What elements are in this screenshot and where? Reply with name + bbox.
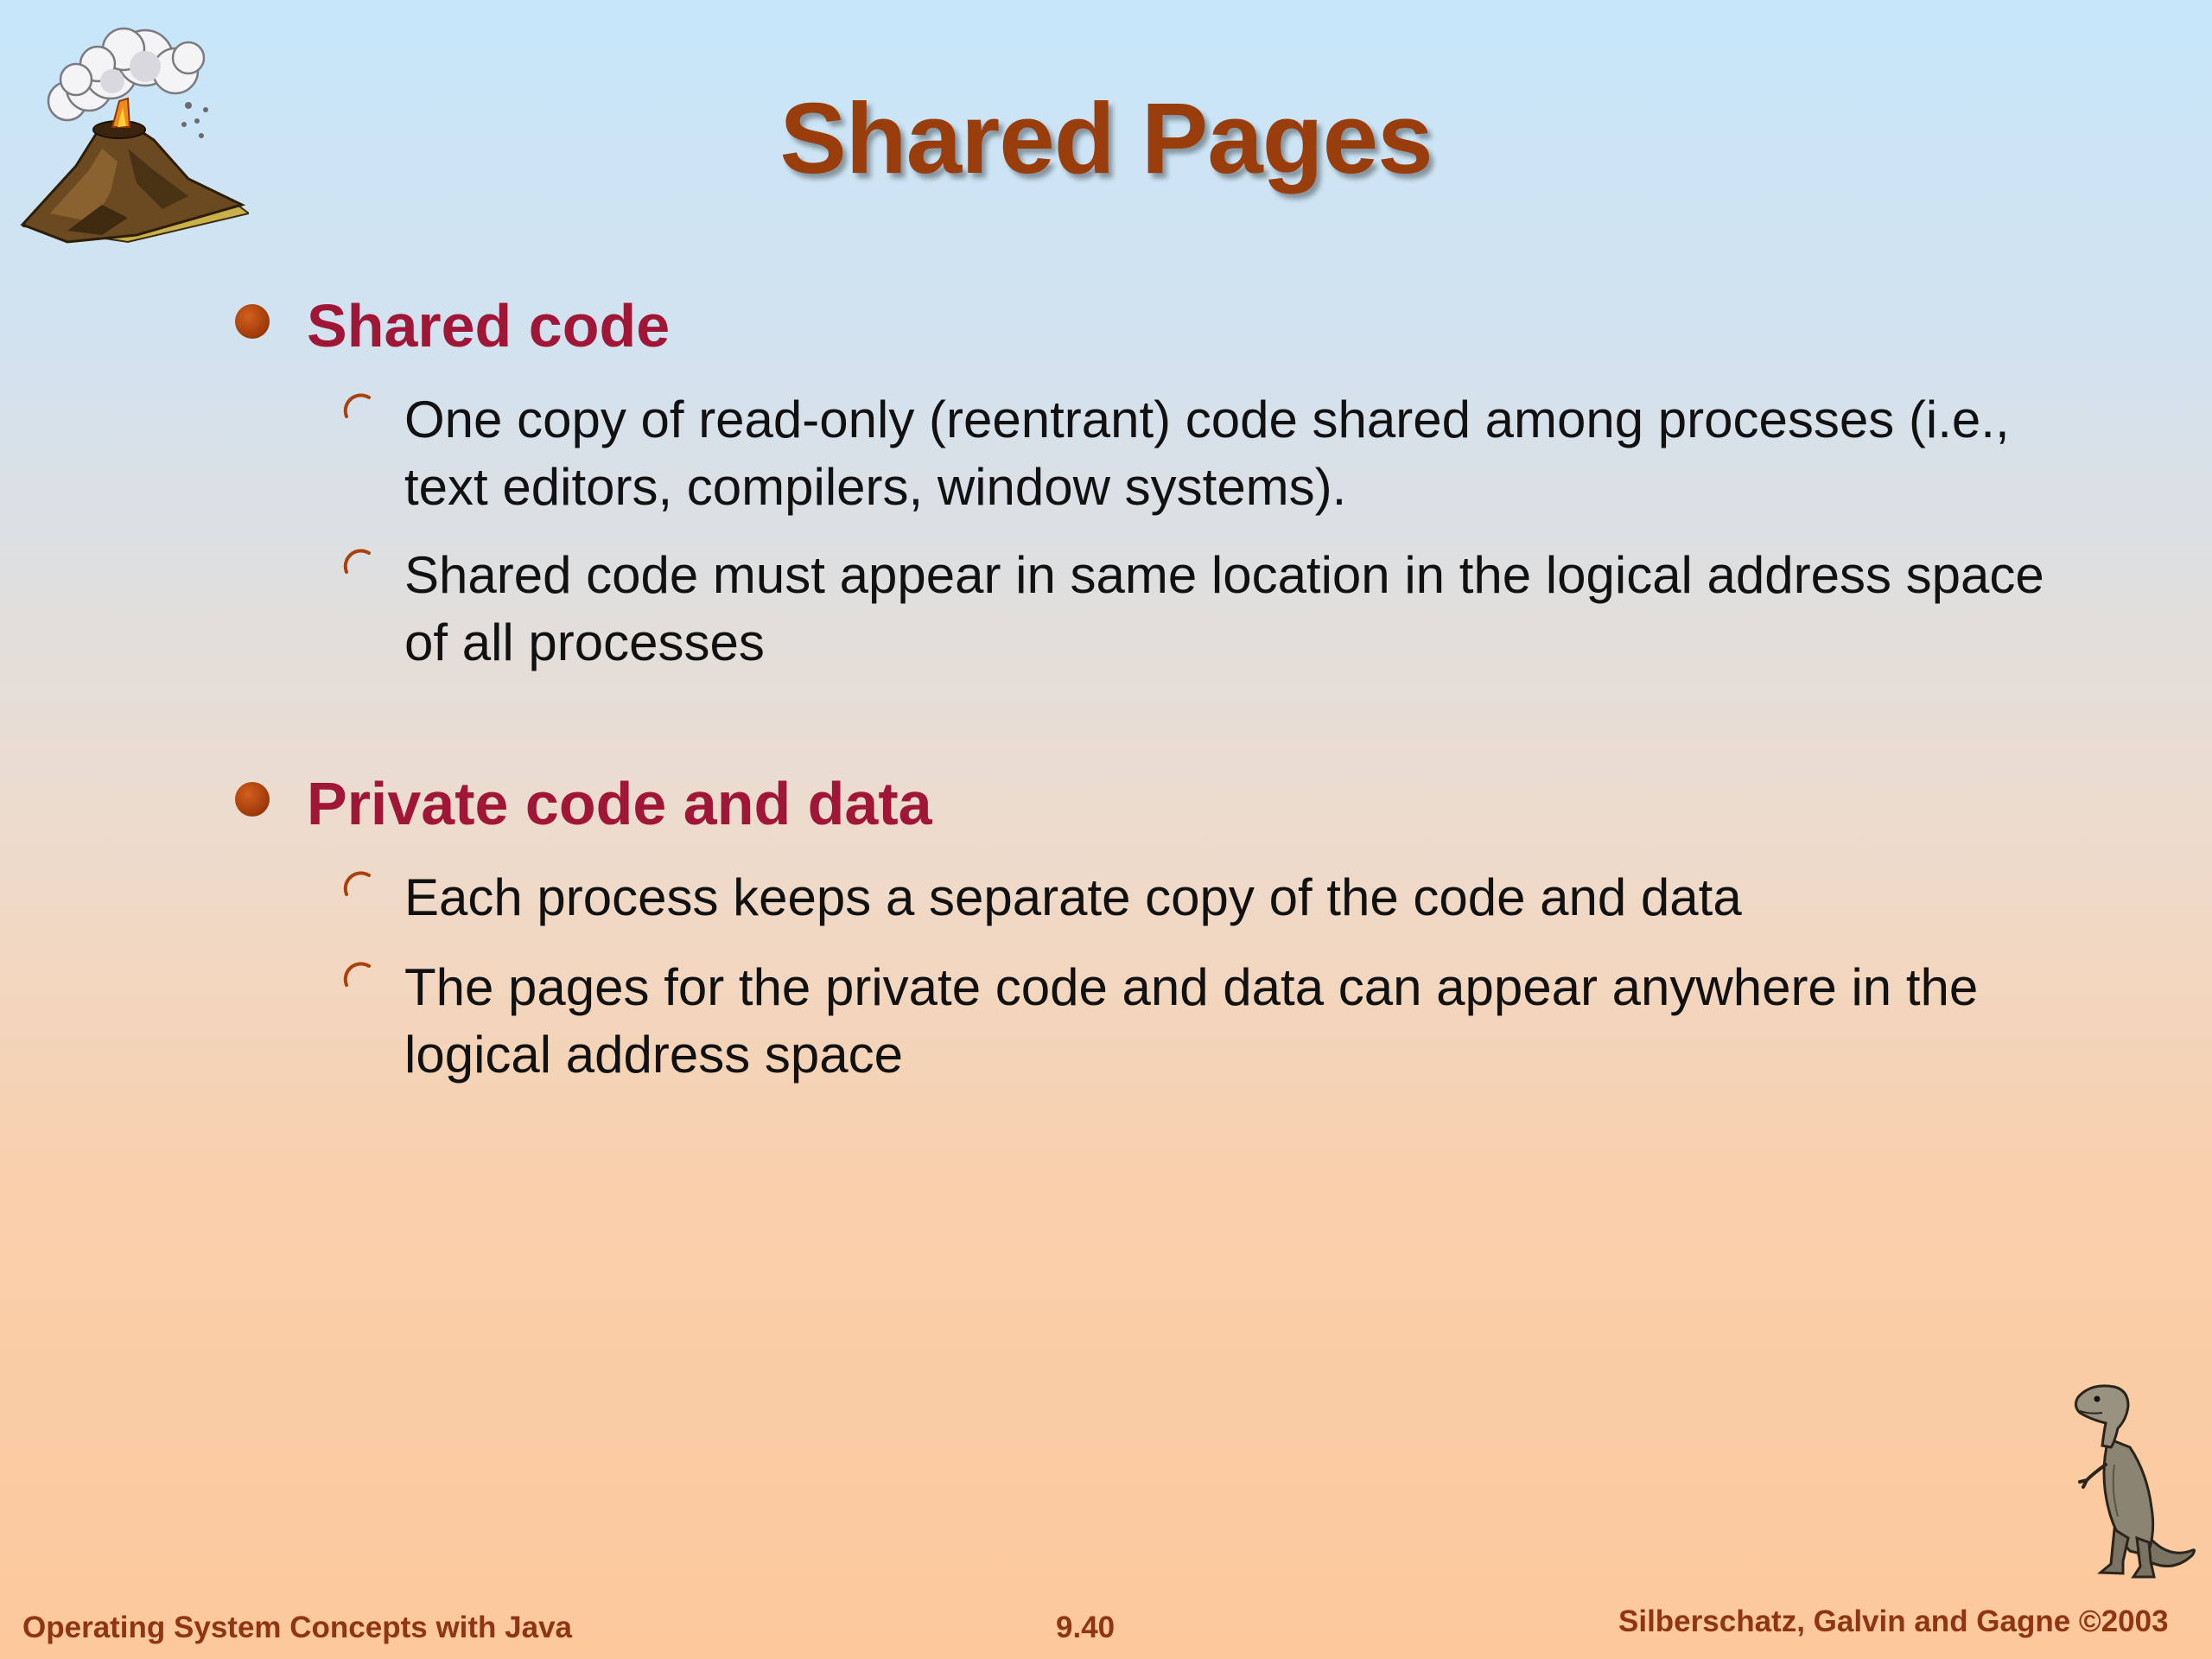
sub-bullet-pages-anywhere: The pages for the private code and data can appear anywhere in the logical address space bbox=[404, 958, 1979, 1084]
slide-title: Shared Pages bbox=[779, 82, 1433, 194]
sub-bullet-arc-icon bbox=[340, 546, 378, 584]
bullet-shared-code: Shared code bbox=[307, 292, 671, 359]
bullet-private-code: Private code and data bbox=[307, 770, 932, 837]
sub-bullet-arc-icon bbox=[340, 391, 378, 429]
sub-bullet-arc-icon bbox=[340, 959, 378, 997]
footer-copyright: Silberschatz, Galvin and Gagne ©2003 bbox=[1618, 1605, 2169, 1638]
sub-bullet-arc-icon bbox=[340, 868, 378, 906]
sub-bullet-same-location: Shared code must appear in same location in the logical address space of all processes bbox=[404, 546, 2044, 671]
sub-bullet-separate-copy: Each process keeps a separate copy of the code and data bbox=[404, 868, 1742, 926]
bullet-dot-icon bbox=[235, 782, 270, 817]
bullet-dot-icon bbox=[235, 304, 270, 339]
footer-course-title: Operating System Concepts with Java bbox=[22, 1611, 573, 1644]
footer-page-number: 9.40 bbox=[1056, 1611, 1116, 1644]
dinosaur-icon bbox=[2061, 1378, 2199, 1586]
sub-bullet-one-copy: One copy of read-only (reentrant) code shared among processes (i.e., text editors, compilers, window systems). bbox=[404, 391, 2010, 516]
